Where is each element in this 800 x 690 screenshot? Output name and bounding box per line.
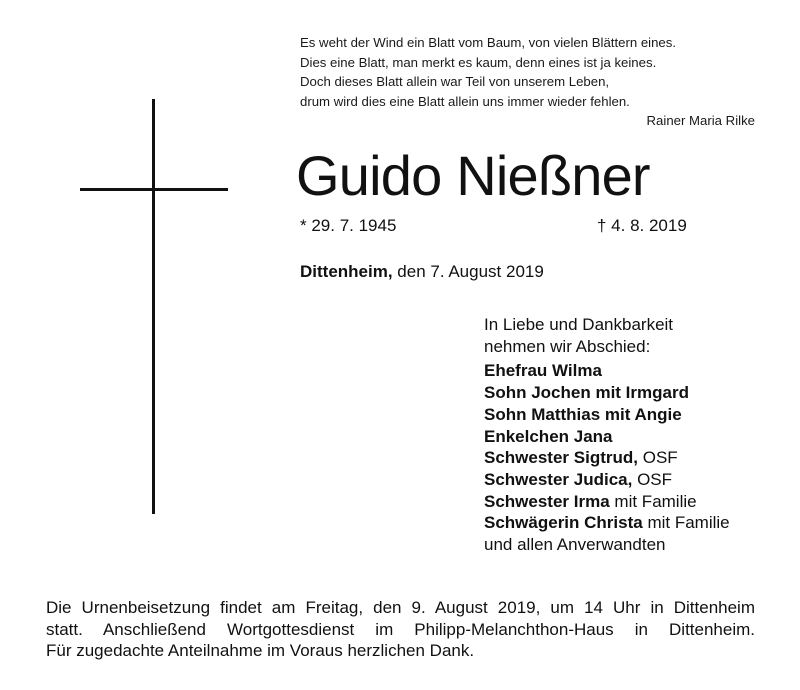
mourner-suffix: mit Familie — [647, 513, 730, 533]
mourner-suffix: mit Familie — [614, 491, 697, 511]
mourner-name: Schwester Sigtrud, — [484, 448, 638, 468]
mourner-name: Schwester Irma — [484, 491, 610, 511]
mourner-suffix: OSF — [637, 469, 673, 489]
rilke-poem — [300, 33, 755, 131]
mourner-name: Sohn Jochen mit Irmgard — [484, 383, 689, 403]
mourner-entry — [484, 512, 784, 534]
notice-line-2: statt. Anschließend Wortgottesdienst im Philipp-Melanchthon-Haus in Dittenheim. — [46, 619, 755, 639]
mourner-entry — [484, 404, 784, 426]
death-date: † 4. 8. 2019 — [597, 216, 687, 235]
mourner-name: Schwester Judica, — [484, 469, 633, 489]
cross-icon-horizontal-bar — [80, 188, 228, 191]
poem-line-1: Es weht der Wind ein Blatt vom Baum, von vielen Blättern eines. — [300, 35, 677, 50]
intro-line-2: nehmen wir Abschied: — [484, 336, 651, 356]
cross-icon-vertical-bar — [152, 99, 155, 514]
mourner-entry — [484, 426, 784, 448]
mourner-name: Sohn Matthias mit Angie — [484, 404, 682, 424]
birth-date: * 29. 7. 1945 — [300, 216, 397, 235]
notice-line-1: Die Urnenbeisetzung findet am Freitag, den 9. August 2019, um 14 Uhr in Dittenheim — [46, 598, 755, 617]
mourner-entry — [484, 469, 784, 491]
funeral-notice — [46, 597, 755, 662]
mourners-closing: und allen Anverwandten — [484, 535, 666, 555]
mourner-name: Enkelchen Jana — [484, 426, 613, 446]
deceased-name: Guido Nießner — [296, 144, 650, 207]
mourner-name: Schwägerin Christa — [484, 513, 643, 533]
mourner-entry — [484, 447, 784, 469]
date: den 7. August 2019 — [397, 262, 544, 281]
poem-line-2: Dies eine Blatt, man merkt es kaum, denn eines ist ja keines. — [300, 54, 657, 70]
mourner-entry — [484, 382, 784, 404]
intro-line-1: In Liebe und Dankbarkeit — [484, 315, 674, 334]
place-and-date — [300, 261, 544, 283]
notice-line-3: Für zugedachte Anteilnahme im Voraus herzlichen Dank. — [46, 641, 475, 660]
place: Dittenheim, — [300, 262, 393, 281]
mourner-name: Ehefrau Wilma — [484, 361, 602, 381]
mourners-list — [484, 314, 784, 556]
poem-line-3: Doch dieses Blatt allein war Teil von unserem Leben, — [300, 74, 610, 90]
poem-author: Rainer Maria Rilke — [646, 113, 755, 129]
poem-line-4: drum wird dies eine Blatt allein uns immer wieder fehlen. — [300, 93, 630, 109]
mourner-entry — [484, 360, 784, 382]
mourner-suffix: OSF — [642, 448, 678, 468]
mourner-entry — [484, 491, 784, 513]
